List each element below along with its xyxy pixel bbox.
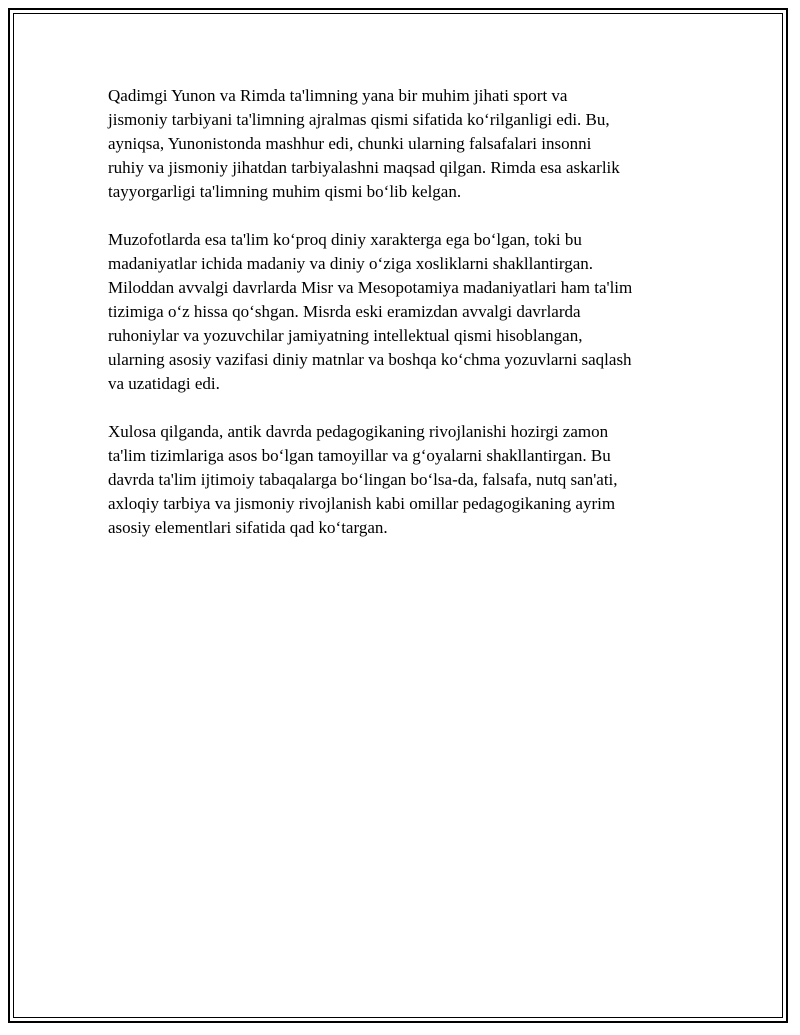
text-line: ta'lim tizimlariga asos bo‘lgan tamoyillar va g‘oyalarni shakllantirgan. Bu: [108, 446, 611, 465]
text-line: Miloddan avvalgi davrlarda Misr va Mesopotamiya madaniyatlari ham ta'lim: [108, 278, 633, 297]
text-line: Qadimgi Yunon va Rimda ta'limning yana bir muhim jihati sport va: [108, 86, 568, 105]
paragraph-1: [108, 84, 698, 204]
text-line: asosiy elementlari sifatida qad ko‘targan.: [108, 518, 388, 537]
text-line: axloqiy tarbiya va jismoniy rivojlanish kabi omillar pedagogikaning ayrim: [108, 494, 616, 513]
text-line: va uzatidagi edi.: [108, 374, 220, 393]
text-line: ruhiy va jismoniy jihatdan tarbiyalashni maqsad qilgan. Rimda esa askarlik: [108, 158, 620, 177]
paragraph-2: [108, 228, 698, 396]
text-line: tizimiga o‘z hissa qo‘shgan. Misrda eski eramizdan avvalgi davrlarda: [108, 302, 581, 321]
paragraph-3: [108, 420, 698, 540]
text-line: madaniyatlar ichida madaniy va diniy o‘ziga xosliklarni shakllantirgan.: [108, 254, 593, 273]
text-line: ruhoniylar va yozuvchilar jamiyatning intellektual qismi hisoblangan,: [108, 326, 583, 345]
text-line: ayniqsa, Yunonistonda mashhur edi, chunki ularning falsafalari insonni: [108, 134, 592, 153]
text-line: tayyorgarligi ta'limning muhim qismi bo‘lib kelgan.: [108, 182, 462, 201]
text-line: Xulosa qilganda, antik davrda pedagogikaning rivojlanishi hozirgi zamon: [108, 422, 609, 441]
document-body: [108, 84, 698, 564]
text-line: Muzofotlarda esa ta'lim ko‘proq diniy xarakterga ega bo‘lgan, toki bu: [108, 230, 582, 249]
text-line: davrda ta'lim ijtimoiy tabaqalarga bo‘lingan bo‘lsa-da, falsafa, nutq san'ati,: [108, 470, 618, 489]
text-line: jismoniy tarbiyani ta'limning ajralmas qismi sifatida ko‘rilganligi edi. Bu,: [108, 110, 610, 129]
text-line: ularning asosiy vazifasi diniy matnlar va boshqa ko‘chma yozuvlarni saqlash: [108, 350, 632, 369]
